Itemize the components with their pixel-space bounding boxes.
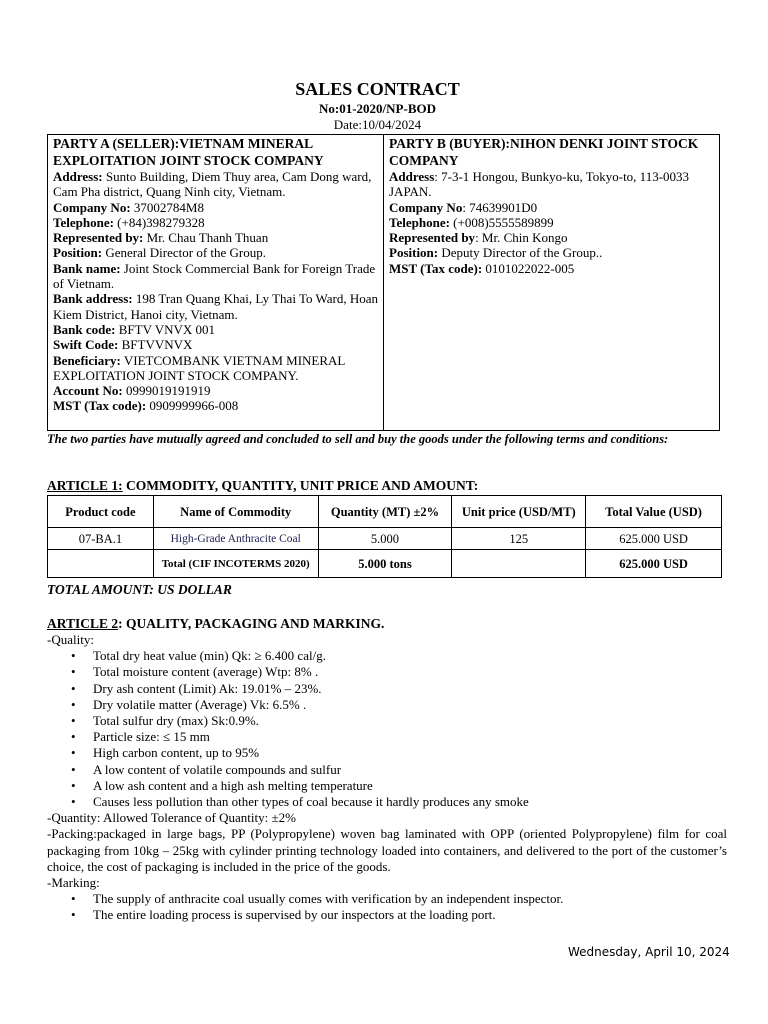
list-item: • Total dry heat value (min) Qk: ≥ 6.400 cal/g.: [47, 648, 727, 664]
list-item: • High carbon content, up to 95%: [47, 745, 727, 761]
quality-label: -Quality:: [47, 632, 94, 647]
quantity-tolerance: -Quantity: Allowed Tolerance of Quantity: ±2%: [47, 810, 296, 826]
field-value: Mr. Chau Thanh Thuan: [143, 230, 269, 246]
field-value: 0909999966-008: [146, 398, 239, 414]
column-header: Quantity (MT) ±2%: [318, 496, 452, 528]
column-header: Total Value (USD): [586, 496, 722, 528]
total-label-cell: Total (CIF INCOTERMS 2020): [153, 550, 318, 578]
field-value: Joint Stock Commercial Bank for Foreign Trade of Vietnam.: [53, 260, 376, 292]
list-item: • Total sulfur dry (max) Sk:0.9%.: [47, 713, 727, 729]
party-b-telephone: [389, 215, 714, 230]
column-header: Unit price (USD/MT): [452, 496, 586, 528]
table-row: [48, 528, 722, 550]
total-quantity-cell: 5.000 tons: [318, 550, 452, 578]
field-value: General Director of the Group.: [102, 245, 267, 261]
agreement-statement: The two parties have mutually agreed and concluded to sell and buy the goods under the following terms and conditions:: [47, 432, 669, 446]
field-label: Bank address:: [53, 291, 133, 307]
field-label: Bank code:: [53, 321, 116, 337]
party-a-cell: [48, 135, 384, 430]
empty-cell: [452, 550, 586, 578]
list-item: • Total moisture content (average) Wtp: 8% .: [47, 664, 727, 680]
contract-number: No:01-2020/NP-BOD: [319, 101, 436, 116]
commodity-name-cell: High-Grade Anthracite Coal: [153, 528, 318, 550]
article-2-number: ARTICLE 2: [47, 616, 119, 631]
packing-text: -Packing:packaged in large bags, PP (Polypropylene) woven bag laminated with OPP (oriented Polypropylene) film for coal packaging from 10kg – 25kg with cylinder printing technology loaded into containers, and delivered to the port of the customer’s choice, the cost of packaging is included in the price of the goods.: [47, 826, 727, 874]
party-a-position: [53, 245, 378, 260]
field-label: Represented by: [389, 230, 476, 246]
field-value: Deputy Director of the Group..: [438, 245, 603, 261]
field-value: : Mr. Chin Kongo: [475, 230, 568, 246]
field-label: Beneficiary:: [53, 352, 121, 368]
party-b-tax-code: [389, 261, 714, 276]
field-value: (+008)5555589899: [449, 214, 554, 230]
list-item: • A low ash content and a high ash melting temperature: [47, 778, 727, 794]
list-item: • The entire loading process is supervised by our inspectors at the loading port.: [47, 907, 727, 923]
field-label: MST (Tax code):: [53, 398, 147, 414]
list-item: • The supply of anthracite coal usually comes with verification by an independent inspector.: [47, 891, 727, 907]
field-label: Account No:: [53, 383, 123, 399]
party-a-heading: PARTY A (SELLER):VIETNAM MINERAL EXPLOITATION JOINT STOCK COMPANY: [53, 136, 324, 168]
field-value: : 7-3-1 Hongou, Bunkyo-ku, Tokyo-to, 113-0033 JAPAN.: [389, 169, 690, 200]
field-label: Position:: [53, 245, 103, 261]
unit-price-cell: 125: [452, 528, 586, 550]
quantity-cell: 5.000: [318, 528, 452, 550]
field-value: 0999019191919: [122, 383, 211, 399]
article-1-number: ARTICLE 1:: [47, 478, 123, 493]
article-2-heading: [47, 616, 384, 632]
party-a-account-no: [53, 383, 378, 398]
table-total-row: [48, 550, 722, 578]
field-value: BFTVVNVX: [118, 337, 193, 353]
article-1-title: COMMODITY, QUANTITY, UNIT PRICE AND AMOUNT:: [122, 478, 479, 493]
list-item: • Causes less pollution than other types of coal because it hardly produces any smoke: [47, 794, 727, 810]
party-a-bank-code: [53, 322, 378, 337]
marking-list: [47, 891, 727, 923]
parties-table: [47, 134, 720, 431]
field-label: Address: [389, 169, 435, 184]
empty-cell: [48, 550, 154, 578]
field-value: VIETCOMBANK VIETNAM MINERAL EXPLOITATION JOINT STOCK COMPANY.: [53, 352, 345, 383]
field-value: Sunto Building, Diem Thuy area, Cam Dong ward, Cam Pha district, Quang Ninh city, Vietnam.: [53, 169, 372, 200]
commodity-table: [47, 495, 722, 578]
list-item: • Particle size: ≤ 15 mm: [47, 729, 727, 745]
article-2-title: : QUALITY, PACKAGING AND MARKING.: [118, 616, 385, 631]
article-1-heading: [47, 478, 478, 494]
party-a-tax-code: [53, 398, 378, 413]
field-value: : 74639901D0: [462, 199, 538, 215]
marking-label: -Marking:: [47, 875, 100, 891]
field-label: Company No:: [53, 199, 131, 215]
party-b-represented-by: [389, 230, 714, 245]
field-label: Bank name:: [53, 260, 121, 276]
product-code-cell: 07-BA.1: [48, 528, 154, 550]
total-amount: TOTAL AMOUNT: US DOLLAR: [47, 582, 232, 597]
field-label: Telephone:: [53, 214, 114, 230]
field-value: BFTV VNVX 001: [115, 321, 216, 337]
field-value: 198 Tran Quang Khai, Ly Thai To Ward, Hoan Kiem District, Hanoi city, Vietnam.: [53, 291, 378, 322]
party-a-address: [53, 169, 378, 200]
party-a-bank-name: [53, 261, 378, 292]
field-value: 37002784M8: [130, 199, 204, 215]
party-b-company-no: [389, 200, 714, 215]
field-label: Address:: [53, 169, 103, 184]
field-value: 0101022022-005: [482, 260, 575, 276]
quality-list: [47, 648, 727, 810]
field-label: Telephone:: [389, 214, 450, 230]
field-label: Represented by:: [53, 230, 144, 246]
party-b-address: [389, 169, 714, 200]
party-a-telephone: [53, 215, 378, 230]
field-label: MST (Tax code):: [389, 260, 483, 276]
article-2-body: [47, 632, 727, 924]
party-b-position: [389, 245, 714, 260]
list-item: • Dry volatile matter (Average) Vk: 6.5% .: [47, 697, 727, 713]
contract-date: Date:10/04/2024: [333, 117, 422, 132]
party-a-company-no: [53, 200, 378, 215]
document-title: SALES CONTRACT: [295, 79, 460, 99]
party-a-swift-code: [53, 337, 378, 352]
party-b-heading: PARTY B (BUYER):NIHON DENKI JOINT STOCK COMPANY: [389, 136, 699, 168]
column-header: Product code: [48, 496, 154, 528]
field-label: Swift Code:: [53, 337, 119, 353]
field-value: (+84)398279328: [113, 214, 205, 230]
party-a-beneficiary: [53, 353, 378, 384]
party-b-cell: [384, 135, 719, 430]
total-value-cell: 625.000 USD: [586, 528, 722, 550]
list-item: • A low content of volatile compounds and sulfur: [47, 762, 727, 778]
table-header-row: [48, 496, 722, 528]
party-a-bank-address: [53, 291, 378, 322]
field-label: Company No: [389, 199, 463, 215]
party-a-represented-by: [53, 230, 378, 245]
footer-date: Wednesday, April 10, 2024: [568, 945, 730, 959]
total-value-cell: 625.000 USD: [586, 550, 722, 578]
column-header: Name of Commodity: [153, 496, 318, 528]
list-item: • Dry ash content (Limit) Ak: 19.01% – 23%.: [47, 681, 727, 697]
field-label: Position:: [389, 245, 439, 261]
